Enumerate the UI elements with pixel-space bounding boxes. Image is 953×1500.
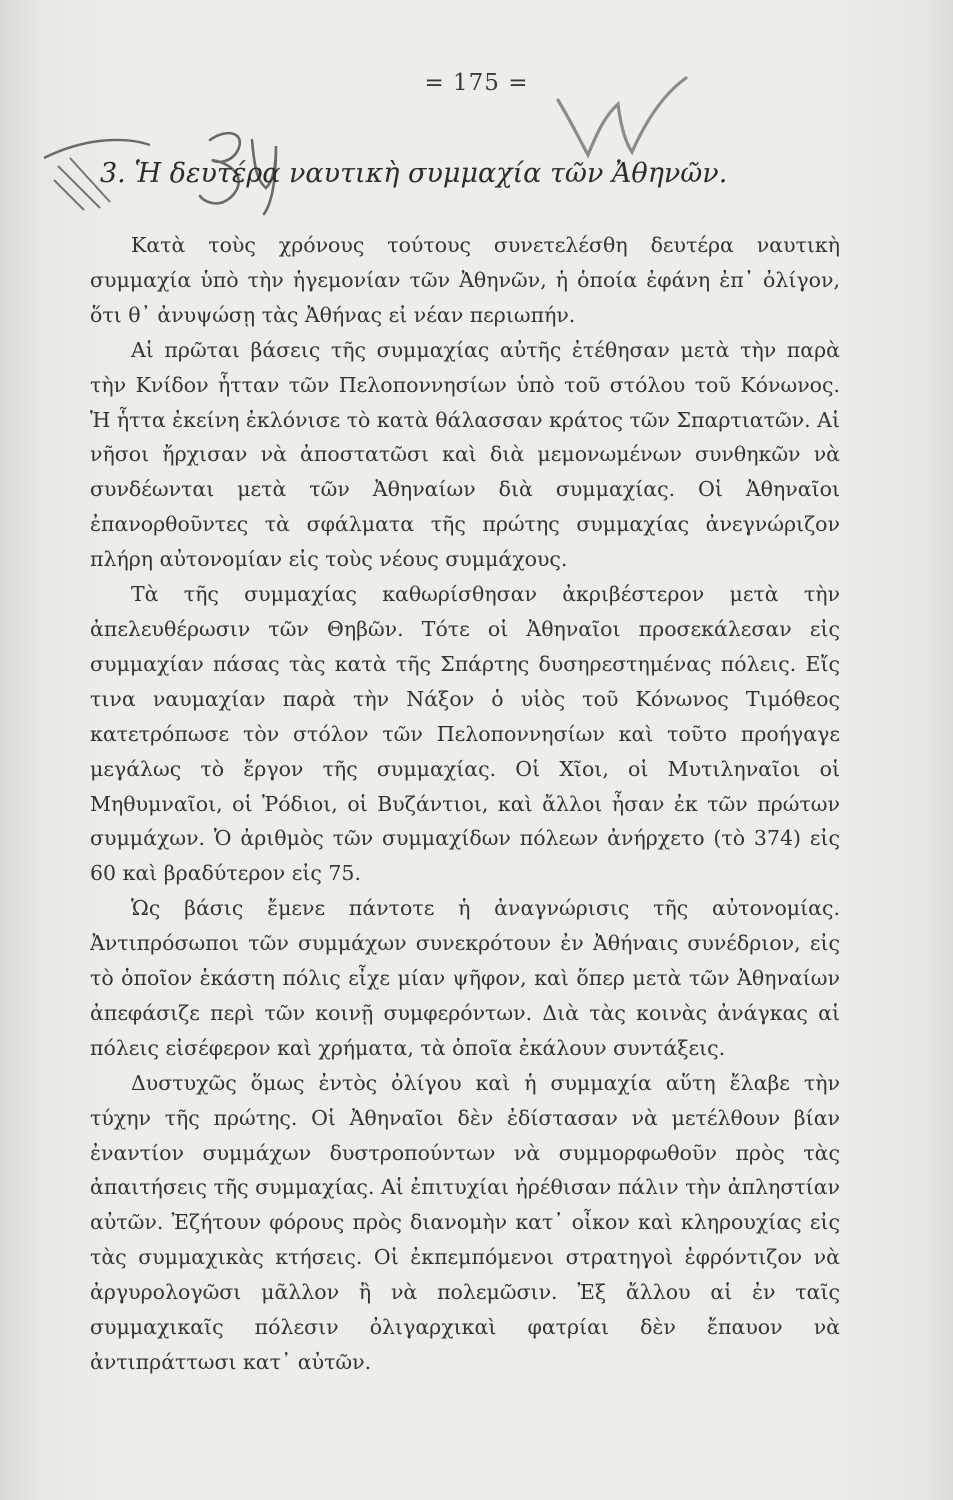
body-text bbox=[90, 228, 840, 1380]
paragraph-2: Αἱ πρῶται βάσεις τῆς συμμαχίας αὐτῆς ἐτέθησαν μετὰ τὴν παρὰ τὴν Κνίδον ἧτταν τῶν Πελοποννησίων ὑπὸ τοῦ στόλου τοῦ Κόνωνος. Ἡ ἧττα ἐκείνη ἐκλόνισε τὸ κατὰ θάλασσαν κράτος τῶν Σπαρτιατῶν. Αἱ νῆσοι ἤρχισαν νὰ ἀποστατῶσι καὶ διὰ μεμονωμένων συνθηκῶν νὰ συνδέωνται μετὰ τῶν Ἀθηναίων διὰ συμμαχίας. Οἱ Ἀθηναῖοι ἐπανορθοῦντες τὰ σφάλματα τῆς πρώτης συμμαχίας ἀνεγνώριζον πλήρη αὐτονομίαν εἰς τοὺς νέους συμμάχους. bbox=[90, 337, 840, 572]
section-number: 3. bbox=[100, 158, 126, 189]
paragraph-5: Δυστυχῶς ὅμως ἐντὸς ὀλίγου καὶ ἡ συμμαχία αὕτη ἔλαβε τὴν τύχην τῆς πρώτης. Οἱ Ἀθηναῖοι δὲν ἐδίστασαν νὰ μετέλθουν βίαν ἐναντίον συμμάχων δυστροπούντων νὰ συμμορφωθοῦν πρὸς τὰς ἀπαιτήσεις τῆς συμμαχίας. Αἱ ἐπιτυχίαι ἠρέθισαν πάλιν τὴν ἀπληστίαν αὐτῶν. Ἐζήτουν φόρους πρὸς διανομὴν κατ᾽ οἶκον καὶ κληρουχίας εἰς τὰς συμμαχικὰς κτήσεις. Οἱ ἐκπεμπόμενοι στρατηγοὶ ἐφρόντιζον νὰ ἀργυρολογῶσι μᾶλλον ἢ νὰ πολεμῶσιν. Ἐξ ἄλλου αἱ ἐν ταῖς συμμαχικαῖς πόλεσιν ὀλιγαρχικαὶ φατρίαι δὲν ἔπαυον νὰ ἀντιπράττωσι κατ᾽ αὐτῶν. bbox=[90, 1070, 840, 1374]
page-number: = 175 = bbox=[424, 70, 529, 96]
section-title: Ἡ δευτέρα ναυτικὴ συμμαχία τῶν Ἀθηνῶν. bbox=[134, 158, 728, 189]
paragraph-3: Τὰ τῆς συμμαχίας καθωρίσθησαν ἀκριβέστερον μετὰ τὴν ἀπελευθέρωσιν τῶν Θηβῶν. Τότε οἱ Ἀθηναῖοι προσεκάλεσαν εἰς συμμαχίαν πάσας τὰς κατὰ τῆς Σπάρτης δυσηρεστημένας πόλεις. Εἴς τινα ναυμαχίαν παρὰ τὴν Νάξον ὁ υἱὸς τοῦ Κόνωνος Τιμόθεος κατετρόπωσε τὸν στόλον τῶν Πελοποννησίων καὶ τοῦτο προήγαγε μεγάλως τὸ ἔργον τῆς συμμαχίας. Οἱ Χῖοι, οἱ Μυτιληναῖοι οἱ Μηθυμναῖοι, οἱ Ῥόδιοι, οἱ Βυζάντιοι, καὶ ἄλλοι ἦσαν ἐκ τῶν πρώτων συμμάχων. Ὁ ἀριθμὸς τῶν συμμαχίδων πόλεων ἀνήρχετο (τὸ 374) εἰς 60 καὶ βραδύτερον εἰς 75. bbox=[90, 582, 840, 886]
paragraph-1: Κατὰ τοὺς χρόνους τούτους συνετελέσθη δευτέρα ναυτικὴ συμμαχία ὑπὸ τὴν ἡγεμονίαν τῶν Ἀθηνῶν, ἡ ὁποία ἐφάνη ἐπ᾽ ὀλίγον, ὅτι θ᾽ ἀνυψώσῃ τὰς Ἀθήνας εἰ νέαν περιωπήν. bbox=[90, 233, 840, 327]
paragraph-4: Ὡς βάσις ἔμενε πάντοτε ἡ ἀναγνώρισις τῆς αὐτονομίας. Ἀντιπρόσωποι τῶν συμμάχων συνεκρότουν ἐν Ἀθήναις συνέδριον, εἰς τὸ ὁποῖον ἑκάστη πόλις εἶχε μίαν ψῆφον, καὶ ὅπερ μετὰ τῶν Ἀθηναίων ἀπεφάσιζε περὶ τῶν κοινῇ συμφερόντων. Διὰ τὰς κοινὰς ἀνάγκας αἱ πόλεις εἰσέφερον καὶ χρήματα, τὰ ὁποῖα ἐκάλουν συντάξεις. bbox=[90, 896, 840, 1060]
section-heading bbox=[100, 158, 880, 189]
